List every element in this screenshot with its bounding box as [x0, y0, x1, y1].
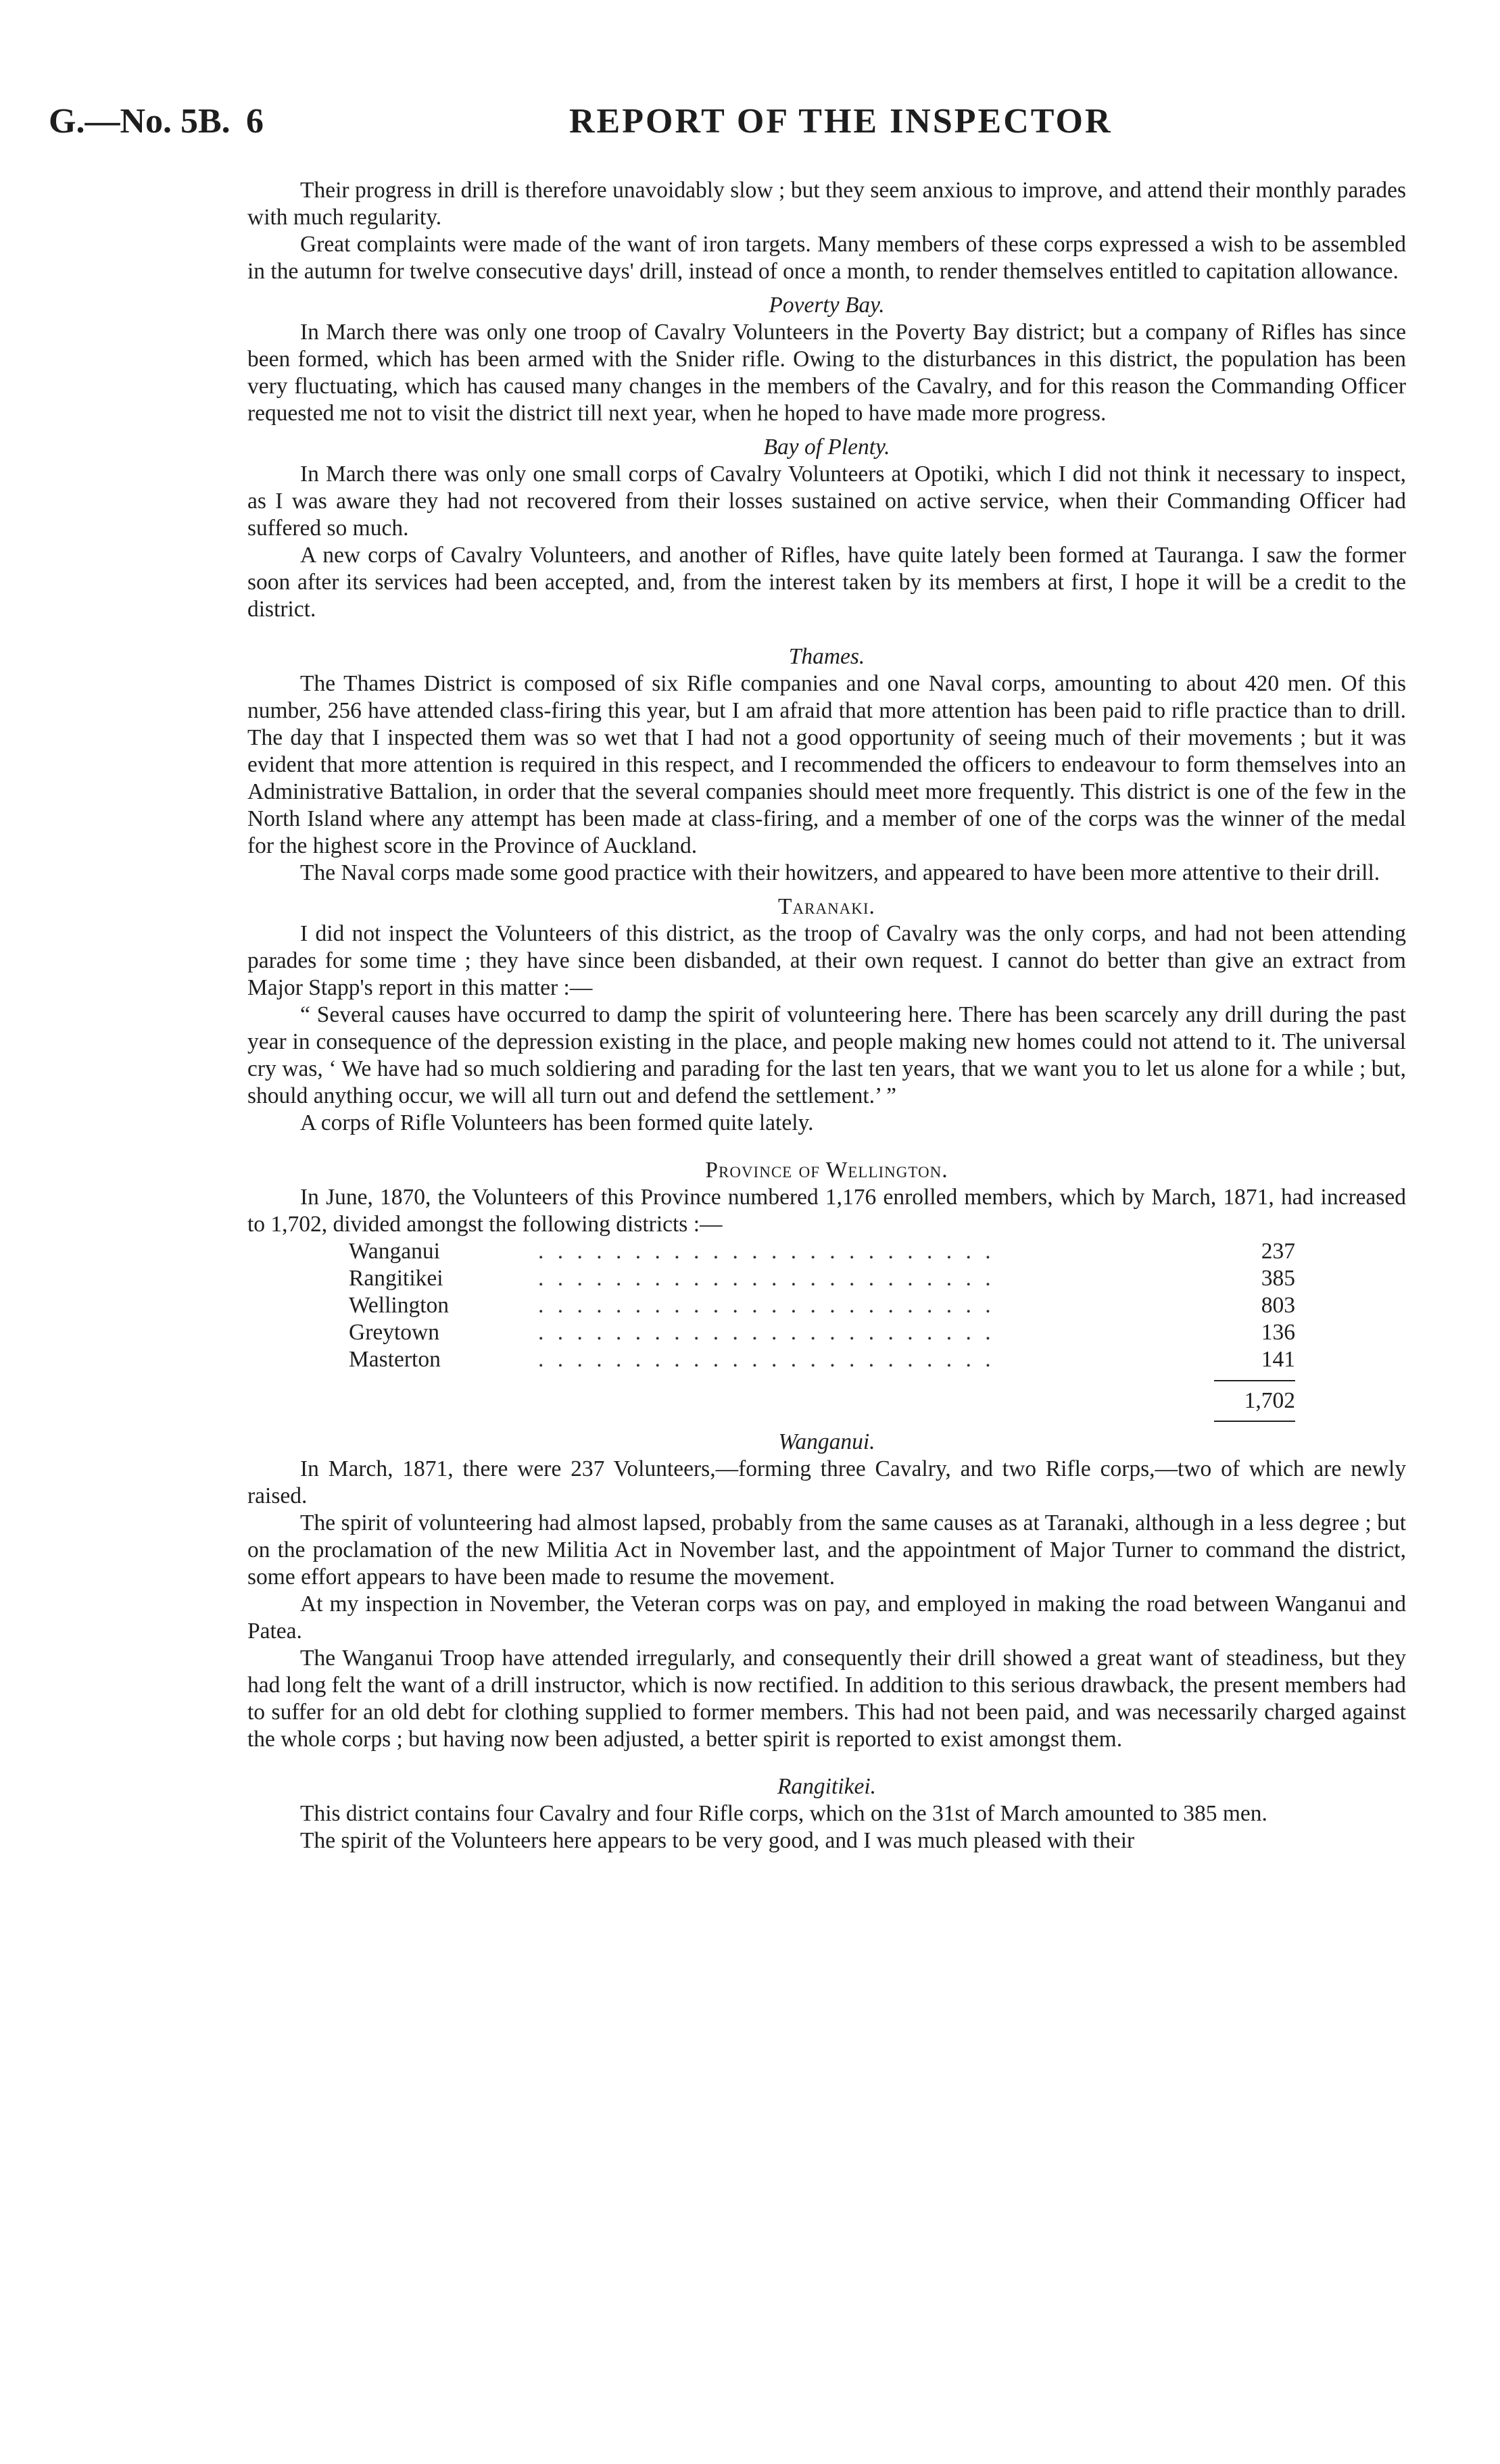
paragraph: The Thames District is composed of six Rifle companies and one Naval corps, amounting to about 420 men. Of this number, 256 have attended class-firing this year, but I am afraid that more attention has been paid to rifle practice than to drill. The day that I inspected them was so wet that I had not a good opportunity of seeing much of their movements ; but it was evident that more attention is required in this respect, and I recommended the officers to endeavour to form themselves into an Administrative Battalion, in order that the several companies should meet more frequently. This district is one of the few in the North Island where any attempt has been made at class-firing, and a member of one of the corps was the winner of the medal for the highest score in the Province of Auckland. — [247, 671, 1406, 858]
district-name: Masterton — [349, 1347, 441, 1372]
paragraph: Their progress in drill is therefore unavoidably slow ; but they seem anxious to improve, and attend their monthly parades with much regularity. — [247, 178, 1406, 230]
paragraph: The Wanganui Troop have attended irregularly, and consequently their drill showed a great want of steadiness, but they had long felt the want of a drill instructor, which is now rectified. In addition to this serious drawback, the present members had to suffer for an old debt for clothing supplied to former members. This had not been paid, and was necessarily charged against the whole corps ; but having now been adjusted, a better spirit is reported to exist amongst them. — [247, 1646, 1406, 1752]
district-count: 237 — [1261, 1239, 1295, 1264]
district-total: 1,702 — [1214, 1380, 1295, 1422]
section-heading-province-of-wellington: Province of Wellington. — [705, 1158, 948, 1183]
section-heading-rangitikei: Rangitikei. — [777, 1774, 877, 1799]
district-count: 141 — [1261, 1347, 1295, 1372]
paragraph: The spirit of volunteering had almost lapsed, probably from the same causes as at Taranaki, although in a less degree ; but on the proclamation of the new Militia Act in November last, and the appointment of Major Turner to command the district, some effort appears to have been made to resume the movement. — [247, 1510, 1406, 1590]
section-heading-wanganui: Wanganui. — [778, 1429, 875, 1454]
district-count: 803 — [1261, 1293, 1295, 1318]
table-row — [349, 1319, 1295, 1346]
table-row — [349, 1292, 1295, 1319]
dot-leader: . . . . . . . . . . . . . . . . . . . . . . . . — [538, 1293, 995, 1318]
section-heading-poverty-bay: Poverty Bay. — [769, 293, 885, 318]
district-table — [349, 1238, 1295, 1373]
running-title: REPORT OF THE INSPECTOR — [569, 102, 1113, 141]
document-reference: G.—No. 5B. — [49, 102, 231, 141]
paragraph: At my inspection in November, the Veteran corps was on pay, and employed in making the road between Wanganui and Patea. — [247, 1592, 1406, 1644]
dot-leader: . . . . . . . . . . . . . . . . . . . . . . . . — [538, 1239, 995, 1264]
paragraph: In June, 1870, the Volunteers of this Province numbered 1,176 enrolled members, which by March, 1871, had increased to 1,702, divided amongst the following districts :— — [247, 1185, 1406, 1237]
section-heading-taranaki: Taranaki. — [778, 894, 875, 919]
paragraph: In March, 1871, there were 237 Volunteers,—forming three Cavalry, and two Rifle corps,—two of which are newly raised. — [247, 1456, 1406, 1508]
paragraph: I did not inspect the Volunteers of this district, as the troop of Cavalry was the only corps, and had not been attending parades for some time ; they have since been disbanded, at their own request. I cannot do better than give an extract from Major Stapp's report in this matter :— — [247, 921, 1406, 1000]
district-name: Wanganui — [349, 1239, 440, 1264]
page-header — [49, 101, 1401, 149]
dot-leader: . . . . . . . . . . . . . . . . . . . . . . . . — [538, 1320, 995, 1345]
district-count: 385 — [1261, 1266, 1295, 1291]
district-count: 136 — [1261, 1320, 1295, 1345]
district-name: Greytown — [349, 1320, 439, 1345]
paragraph: In March there was only one troop of Cavalry Volunteers in the Poverty Bay district; but a company of Rifles has since been formed, which has been armed with the Snider rifle. Owing to the disturbances in this district, the population has been very fluctuating, which has caused many changes in the members of the Cavalry, and for this reason the Commanding Officer requested me not to visit the district till next year, when he hoped to have made more progress. — [247, 320, 1406, 426]
paragraph: A new corps of Cavalry Volunteers, and another of Rifles, have quite lately been formed at Tauranga. I saw the former soon after its services had been accepted, and, from the interest taken by its members at first, I hope it will be a credit to the district. — [247, 543, 1406, 622]
table-row — [349, 1346, 1295, 1373]
paragraph: A corps of Rifle Volunteers has been formed quite lately. — [300, 1110, 814, 1135]
table-row — [349, 1238, 1295, 1265]
section-heading-bay-of-plenty: Bay of Plenty. — [763, 435, 890, 460]
quoted-extract: “ Several causes have occurred to damp the spirit of volunteering here. There has been scarcely any drill during the past year in consequence of the depression existing in the place, and people making new homes could not attend to it. The universal cry was, ‘ We have had so much soldiering and parading for the last ten years, that we want you to let us alone for a while ; but, should anything occur, we will all turn out and defend the settlement.’ ” — [247, 1002, 1406, 1108]
paragraph: The spirit of the Volunteers here appears to be very good, and I was much pleased with their — [300, 1828, 1135, 1853]
paragraph: This district contains four Cavalry and four Rifle corps, which on the 31st of March amounted to 385 men. — [300, 1801, 1267, 1826]
page-number: 6 — [246, 102, 264, 141]
dot-leader: . . . . . . . . . . . . . . . . . . . . . . . . — [538, 1266, 995, 1291]
dot-leader: . . . . . . . . . . . . . . . . . . . . . . . . — [538, 1347, 995, 1372]
report-body — [247, 177, 1406, 1854]
table-row — [349, 1265, 1295, 1292]
district-name: Wellington — [349, 1293, 450, 1318]
section-heading-thames: Thames. — [788, 644, 865, 669]
paragraph: The Naval corps made some good practice with their howitzers, and appeared to have been more attentive to their drill. — [300, 860, 1380, 885]
paragraph: Great complaints were made of the want of iron targets. Many members of these corps expressed a wish to be assembled in the autumn for twelve consecutive days' drill, instead of once a month, to render themselves entitled to capitation allowance. — [247, 232, 1406, 284]
paragraph: In March there was only one small corps of Cavalry Volunteers at Opotiki, which I did not think it necessary to inspect, as I was aware they had not recovered from their losses sustained on active service, when their Commanding Officer had suffered so much. — [247, 462, 1406, 541]
district-name: Rangitikei — [349, 1266, 443, 1291]
